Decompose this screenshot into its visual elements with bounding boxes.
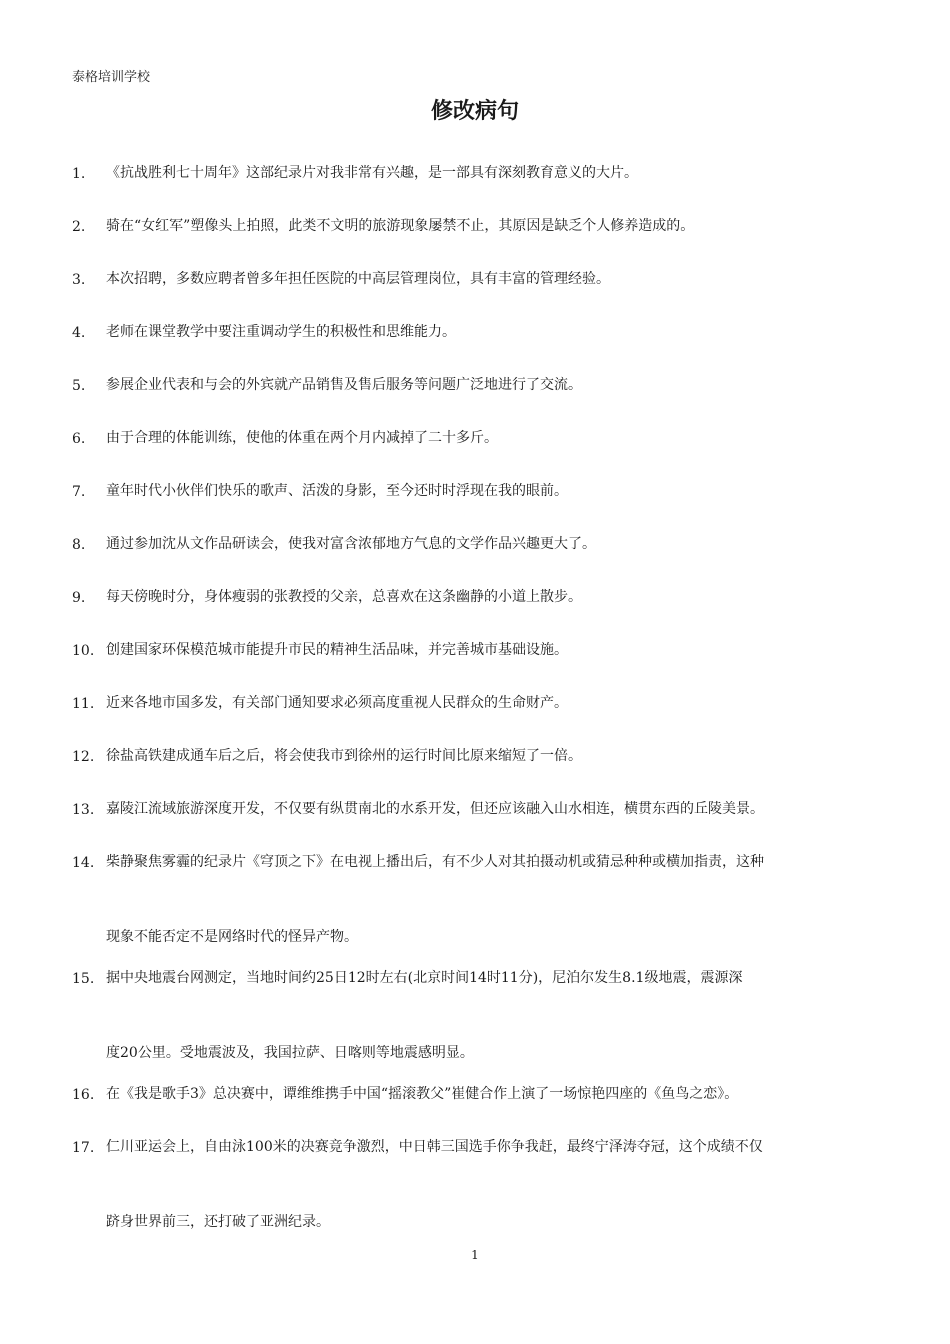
item-text: 童年时代小伙伴们快乐的歌声、活泼的身影，至今还时时浮现在我的眼前。	[106, 483, 568, 499]
item-text: 老师在课堂教学中要注重调动学生的积极性和思维能力。	[106, 324, 456, 340]
item-text-continued: 度20公里。受地震波及，我国拉萨、日喀则等地震感明显。	[106, 1045, 474, 1061]
item-number: 3.	[72, 272, 86, 288]
item-text: 徐盐高铁建成通车后之后，将会使我市到徐州的运行时间比原来缩短了一倍。	[106, 748, 582, 764]
item-text: 近来各地市国多发，有关部门通知要求必须高度重视人民群众的生命财产。	[106, 695, 568, 711]
item-text: 骑在“女红军”塑像头上拍照，此类不文明的旅游现象屡禁不止，其原因是缺乏个人修养造成的。	[106, 218, 695, 234]
item-text: 每天傍晚时分，身体瘦弱的张教授的父亲，总喜欢在这条幽静的小道上散步。	[106, 589, 582, 605]
school-header: 泰格培训学校	[72, 70, 151, 85]
item-text: 据中央地震台网测定，当地时间约25日12时左右(北京时间14时11分)，尼泊尔发生8.1级地震，震源深	[106, 970, 743, 986]
item-number: 8.	[72, 537, 86, 553]
item-number: 12.	[72, 749, 95, 765]
item-number: 14.	[72, 855, 95, 871]
item-number: 15.	[72, 971, 95, 987]
item-number: 9.	[72, 590, 86, 606]
item-text-continued: 现象不能否定不是网络时代的怪异产物。	[106, 929, 358, 945]
item-number: 13.	[72, 802, 95, 818]
item-number: 5.	[72, 378, 86, 394]
item-text: 通过参加沈从文作品研读会，使我对富含浓郁地方气息的文学作品兴趣更大了。	[106, 536, 596, 552]
page-number: 1	[471, 1248, 479, 1262]
item-number: 2.	[72, 219, 86, 235]
item-text: 仁川亚运会上，自由泳100米的决赛竞争激烈，中日韩三国选手你争我赶，最终宁泽涛夺冠，这个成绩不仅	[106, 1139, 763, 1155]
item-text: 本次招聘，多数应聘者曾多年担任医院的中高层管理岗位，具有丰富的管理经验。	[106, 271, 610, 287]
item-text: 由于合理的体能训练，使他的体重在两个月内减掉了二十多斤。	[106, 430, 498, 446]
item-number: 7.	[72, 484, 86, 500]
item-number: 16.	[72, 1087, 95, 1103]
item-number: 17.	[72, 1140, 95, 1156]
item-text: 柴静聚焦雾霾的纪录片《穹顶之下》在电视上播出后，有不少人对其拍摄动机或猜忌种种或横加指责，这种	[106, 854, 764, 870]
item-text: 创建国家环保模范城市能提升市民的精神生活品味，并完善城市基础设施。	[106, 642, 568, 658]
page-title: 修改病句	[430, 99, 519, 124]
item-text-continued: 跻身世界前三，还打破了亚洲纪录。	[106, 1214, 330, 1230]
item-text: 在《我是歌手3》总决赛中，谭维维携手中国“摇滚教父”崔健合作上演了一场惊艳四座的《鱼鸟之恋》。	[106, 1086, 739, 1102]
item-number: 11.	[72, 696, 95, 712]
item-number: 6.	[72, 431, 86, 447]
item-text: 参展企业代表和与会的外宾就产品销售及售后服务等问题广泛地进行了交流。	[106, 377, 582, 393]
item-text: 《抗战胜利七十周年》这部纪录片对我非常有兴趣，是一部具有深刻教育意义的大片。	[106, 165, 638, 181]
item-text: 嘉陵江流域旅游深度开发，不仅要有纵贯南北的水系开发，但还应该融入山水相连，横贯东西的丘陵美景。	[106, 801, 764, 817]
item-number: 10.	[72, 643, 95, 659]
item-number: 4.	[72, 325, 86, 341]
item-number: 1.	[72, 166, 86, 182]
